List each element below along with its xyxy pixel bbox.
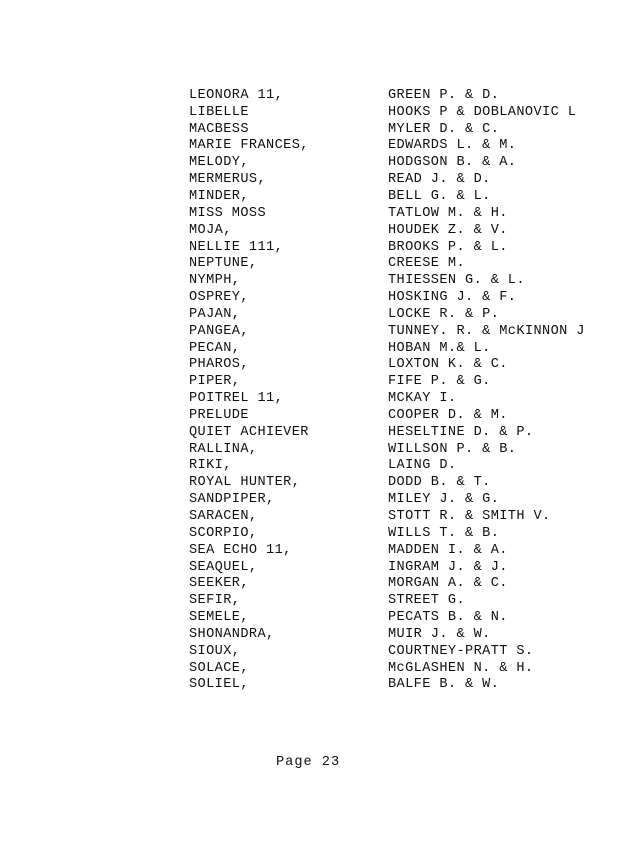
boat-name: SEFIR, [189,593,241,609]
list-row [189,390,619,407]
owner-name: MILEY J. & G. [388,492,500,508]
list-row [189,222,619,239]
boat-name: MISS MOSS [189,205,267,221]
owner-name: BELL G. & L. [388,188,491,204]
list-row [189,357,619,374]
list-row [189,609,619,626]
list-row [189,121,619,138]
boat-name: SEA ECHO 11, [189,542,292,558]
boat-name: MACBESS [189,121,249,137]
list-row [189,239,619,256]
owner-name: LAING D. [388,458,457,474]
page-number: Page 23 [276,755,341,770]
owner-name: McGLASHEN N. & H. [388,660,534,676]
boat-name: SOLACE, [189,660,249,676]
owner-name: WILLSON P. & B. [388,441,517,457]
boat-name: SIOUX, [189,643,241,659]
list-row [189,643,619,660]
list-row [189,289,619,306]
boat-name: SCORPIO, [189,525,258,541]
boat-name: SARACEN, [189,509,258,525]
owner-name: GREEN P. & D. [388,87,500,103]
boat-name: PRELUDE [189,407,249,423]
boat-name: QUIET ACHIEVER [189,424,309,440]
list-row [189,508,619,525]
list-row [189,626,619,643]
list-row [189,272,619,289]
list-row [189,491,619,508]
boat-name: NELLIE 111, [189,239,284,255]
owner-name: STREET G. [388,593,466,609]
owner-name: HESELTINE D. & P. [388,424,534,440]
list-row [189,424,619,441]
boat-owner-list [189,87,619,693]
owner-name: EDWARDS L. & M. [388,138,517,154]
boat-name: MOJA, [189,222,232,238]
list-row [189,407,619,424]
owner-name: MCKAY I. [388,391,457,407]
boat-name: MERMERUS, [189,172,267,188]
owner-name: THIESSEN G. & L. [388,273,525,289]
list-row [189,373,619,390]
owner-name: MUIR J. & W. [388,626,491,642]
owner-name: HOBAN M.& L. [388,340,491,356]
owner-name: MADDEN I. & A. [388,542,508,558]
owner-name: HOOKS P & DOBLANOVIC L [388,104,577,120]
list-row [189,458,619,475]
list-row [189,525,619,542]
boat-name: LEONORA 11, [189,87,284,103]
owner-name: HOSKING J. & F. [388,290,517,306]
boat-name: PAJAN, [189,306,241,322]
list-row [189,575,619,592]
list-row [189,171,619,188]
list-row [189,677,619,694]
list-row [189,188,619,205]
list-row [189,660,619,677]
owner-name: READ J. & D. [388,172,491,188]
boat-name: MELODY, [189,155,249,171]
list-row [189,138,619,155]
boat-name: SEAQUEL, [189,559,258,575]
boat-name: SEMELE, [189,610,249,626]
list-row [189,542,619,559]
boat-name: PHAROS, [189,357,249,373]
list-row [189,592,619,609]
boat-name: SOLIEL, [189,677,249,693]
boat-name: RIKI, [189,458,232,474]
owner-name: LOCKE R. & P. [388,306,500,322]
boat-name: PIPER, [189,374,241,390]
list-row [189,340,619,357]
list-row [189,154,619,171]
list-row [189,474,619,491]
list-row [189,205,619,222]
boat-name: MINDER, [189,188,249,204]
boat-name: MARIE FRANCES, [189,138,309,154]
list-row [189,306,619,323]
boat-name: OSPREY, [189,290,249,306]
list-row [189,559,619,576]
owner-name: FIFE P. & G. [388,374,491,390]
owner-name: STOTT R. & SMITH V. [388,509,551,525]
boat-name: LIBELLE [189,104,249,120]
boat-name: SANDPIPER, [189,492,275,508]
list-row [189,323,619,340]
owner-name: MYLER D. & C. [388,121,500,137]
list-row [189,255,619,272]
boat-name: PANGEA, [189,323,249,339]
list-row [189,104,619,121]
boat-name: RALLINA, [189,441,258,457]
owner-name: HODGSON B. & A. [388,155,517,171]
boat-name: NEPTUNE, [189,256,258,272]
boat-name: SEEKER, [189,576,249,592]
boat-name: NYMPH, [189,273,241,289]
boat-name: SHONANDRA, [189,626,275,642]
owner-name: CREESE M. [388,256,466,272]
owner-name: BALFE B. & W. [388,677,500,693]
owner-name: HOUDEK Z. & V. [388,222,508,238]
owner-name: LOXTON K. & C. [388,357,508,373]
owner-name: PECATS B. & N. [388,610,508,626]
boat-name: ROYAL HUNTER, [189,475,301,491]
owner-name: TATLOW M. & H. [388,205,508,221]
list-row [189,441,619,458]
owner-name: WILLS T. & B. [388,525,500,541]
owner-name: BROOKS P. & L. [388,239,508,255]
list-row [189,87,619,104]
owner-name: COOPER D. & M. [388,407,508,423]
owner-name: TUNNEY. R. & McKINNON J [388,323,585,339]
owner-name: MORGAN A. & C. [388,576,508,592]
owner-name: COURTNEY-PRATT S. [388,643,534,659]
boat-name: POITREL 11, [189,391,284,407]
owner-name: INGRAM J. & J. [388,559,508,575]
boat-name: PECAN, [189,340,241,356]
owner-name: DODD B. & T. [388,475,491,491]
